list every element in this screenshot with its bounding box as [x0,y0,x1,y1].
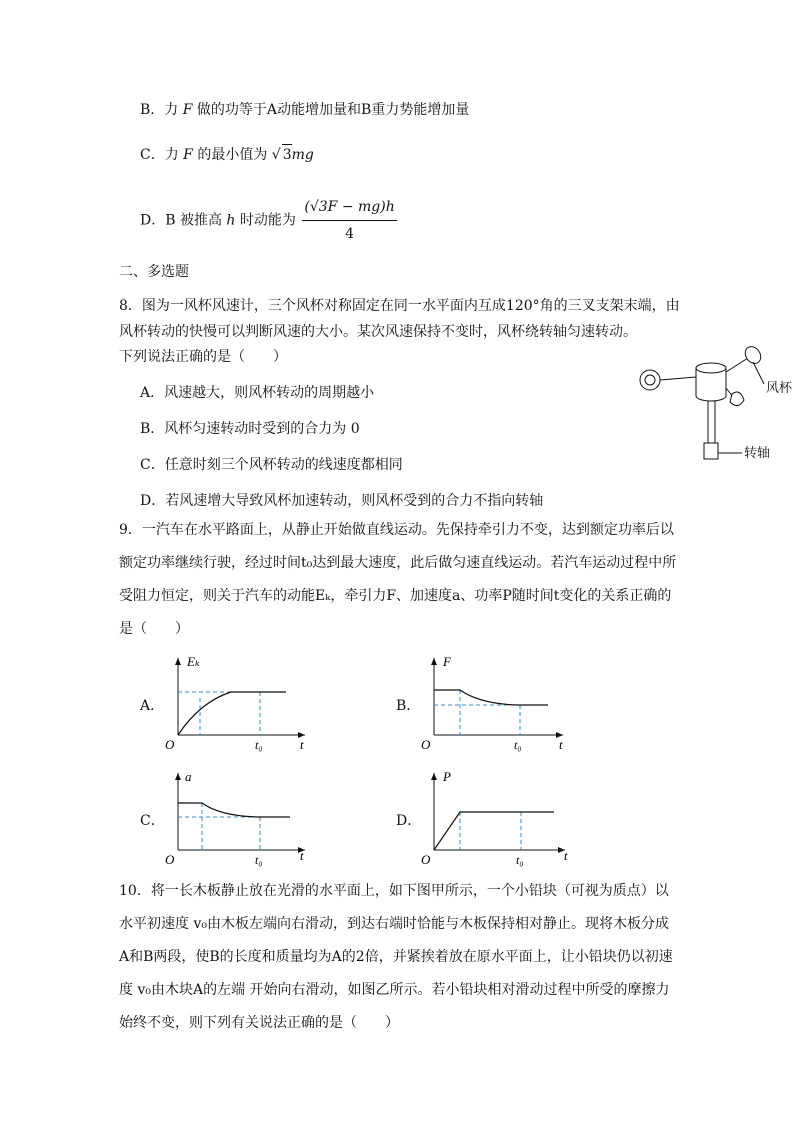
x-label: t [564,848,568,863]
t0-label: t₀ [255,853,263,867]
origin-label: O [165,737,175,752]
graph-c-option-label: C． [140,813,165,829]
origin-label: O [421,852,431,867]
t0-label: t₀ [255,738,263,752]
origin-label: O [421,737,431,752]
t0-label: t₀ [516,853,524,867]
t0-label: t₀ [514,738,522,752]
y-axis-arrow [175,773,181,780]
y-label: Eₖ [187,654,200,669]
q7-option-c-var: F [183,147,193,163]
graph-b [418,650,568,750]
q7-option-d-prefix: D．B 被推高 [140,212,222,229]
arm-upper-right [726,358,748,372]
q7-option-d-text: 时动能为 [239,212,296,229]
q8-option-c: C．任意时刻三个风杯转动的线速度都相同 [140,457,403,473]
y-axis-arrow [431,773,437,780]
q7-option-c-tail: mg [291,147,314,163]
q7-option-b-prefix: B．力 [140,102,179,118]
graph-a [162,650,312,750]
y-label: a [185,769,192,784]
curve [178,692,286,735]
x-label: t [559,737,563,752]
graph-d-option-label: D． [396,813,422,829]
left-cup-inner [645,375,655,385]
curve [434,812,554,850]
shaft-base [704,443,718,459]
fraction-denominator: 4 [345,226,354,242]
q8-stem-line2: 风杯转动的快慢可以判断风速的大小。某次风速保持不变时，风杯绕转轴匀速转动。 [119,324,637,340]
axis-label: 转轴 [744,445,771,460]
q10-stem: 10．将一长木板静止放在光滑的水平面上，如下图甲所示，一个小铅块（可视为质点）以水平初速度 v₀由木板左端向右滑动，到达右端时恰能与木板保持相对静止。现将木板分成A和B两段，使B的长度和质量均为A的2倍，并紧挨着放在原水平面上，让小铅块仍以初速度 v₀由木块A的左端 开始向右滑动，如图乙所示。若小铅块相对滑动过程中所受的摩擦力始终不变，则下列有关说法正确的是（ ） [119,883,673,1031]
y-label: P [443,769,451,784]
q7-option-b [140,100,469,120]
shaft [708,401,715,443]
q7-option-b-text: 做的功等于A动能增加量和B重力势能增加量 [196,102,470,118]
anemometer-figure [636,340,794,470]
q7-option-d [140,197,397,244]
arm-left [660,377,696,380]
q8-stem-line1: 8．图为一风杯风速计，三个风杯对称固定在同一水平面内互成120°角的三叉支架末端，由 [119,298,680,314]
x-label: t [300,737,304,752]
q7-option-c-radicand: 3 [282,144,292,165]
q7-option-c-prefix: C．力 [140,147,179,163]
y-label: F [443,654,451,669]
q7-option-d-fraction [302,197,396,244]
q8-stem-line3: 下列说法正确的是（ ） [119,349,287,365]
q9-stem: 9．一汽车在水平路面上，从静止开始做直线运动。先保持牵引力不变，达到额定功率后以额定功率继续行驶，经过时间t₀达到最大速度，此后做匀速直线运动。若汽车运动过程中所受阻力恒定，则关于汽车的动能Eₖ，牵引力F、加速度a、功率P随时间t变化的关系正确的是（ ） [119,522,677,637]
q7-option-d-var: h [226,212,236,229]
graph-b-option-label: B． [396,698,421,714]
curve [434,690,548,705]
y-axis-arrow [175,658,181,665]
graph-a-option-label: A． [140,698,165,714]
graph-c [162,765,312,865]
q7-option-c [140,144,314,165]
hub-top [696,363,726,373]
graph-d [418,765,568,865]
origin-label: O [165,852,175,867]
lower-cup [730,392,744,406]
curve [178,803,290,817]
section-title: 二、多选题 [119,264,189,280]
cup-leader-line [753,362,764,384]
q7-option-b-var: F [182,102,193,118]
y-axis-arrow [431,658,437,665]
x-label: t [300,848,304,863]
q8-option-d: D．若风速增大导致风杯加速转动，则风杯受到的合力不指向转轴 [140,493,544,509]
cup-label: 风杯 [766,380,793,395]
q8-option-a: A．风速越大，则风杯转动的周期越小 [140,385,375,401]
q8-option-b: B．风杯匀速转动时受到的合力为 0 [140,421,360,437]
sqrt-symbol: √ [271,147,281,163]
fraction-numerator: (√3F − mg)h [302,197,396,221]
q7-option-c-text: 的最小值为 [197,147,268,163]
